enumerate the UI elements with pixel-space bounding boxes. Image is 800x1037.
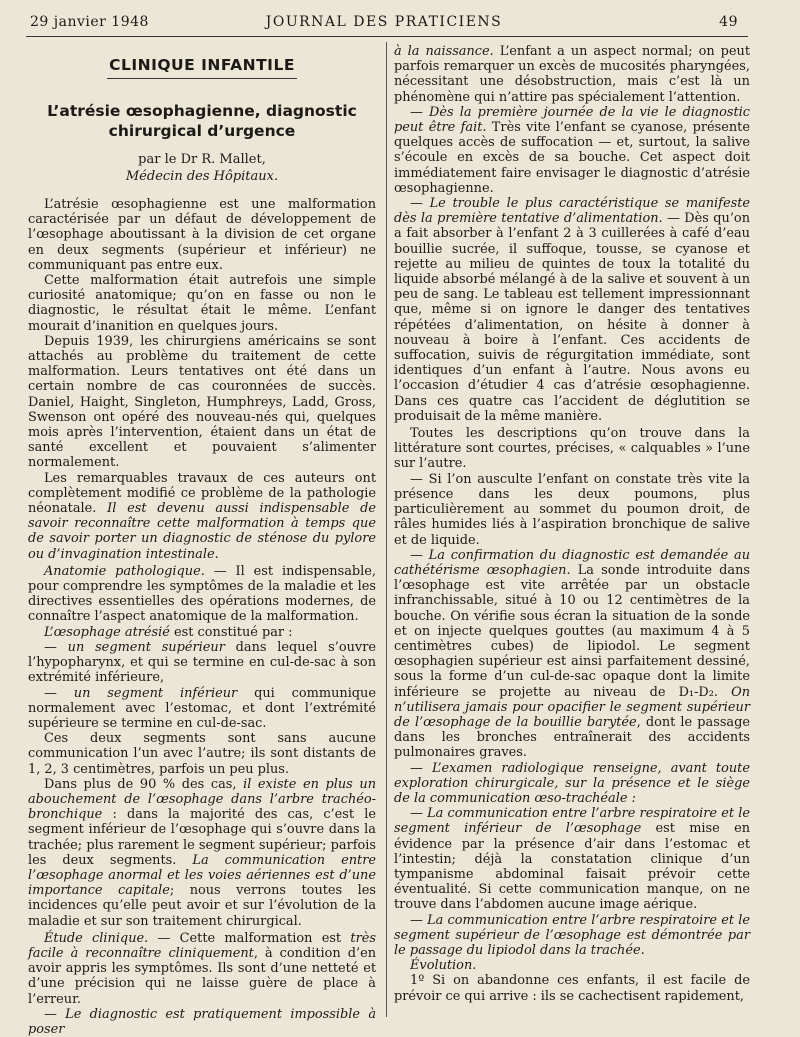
text-run: Les remarquables travaux de ces auteurs ont complètement modifié ce problème de la pathologie néonatale.: [28, 470, 376, 517]
emphasis: — Dès la première journée de la vie le diagnostic peut être fait.: [394, 104, 750, 136]
page-number: 49: [719, 14, 738, 30]
left-column: [28, 44, 376, 1037]
paragraph: [28, 686, 376, 732]
paragraph: [28, 931, 376, 1007]
subheading: Étude clinique.: [44, 930, 149, 946]
paragraph: — L’examen radiologique renseigne, avant toute exploration chirurgicale, sur la présence et le siège de la communication œso-trachéale :: [394, 760, 750, 806]
paragraph: [394, 548, 750, 761]
paragraph: Cette malformation était autrefois une simple curiosité anatomique; qu’on en fasse ou non le diagnostic, le résultat était le même. L’enfant mourait d’inanition en quelques jours.: [28, 273, 376, 334]
emphasis: — Le trouble le plus caractéristique se manifeste dès la première tentative d’alimentation.: [394, 196, 750, 227]
text-run: qui communique normalement avec l’estomac, et dont l’extrémité supérieure se termine en cul-de-sac.: [28, 685, 376, 731]
article-title: L’atrésie œsophagienne, diagnostic chirurgical d’urgence: [47, 102, 357, 140]
text-run: dans lequel s’ouvre l’hypopharynx, et qui se termine en cul-de-sac à son extrémité inférieure,: [28, 639, 376, 686]
paragraph: — Le diagnostic est pratiquement impossible à poser: [28, 1006, 376, 1037]
emphasis: L’œsophage atrésié: [44, 624, 170, 640]
paragraph: [28, 471, 376, 562]
paragraph: 1º Si on abandonne ces enfants, il est facile de prévoir ce qui arrive : ils se cachectisent rapidement,: [394, 973, 750, 1004]
text-run: : dans la majorité des cas, c’est le segment inférieur de l’œsophage qui s’ouvre dans la trachée; plus rarement le segment supérieur; parfois les deux segments.: [28, 807, 376, 868]
emphasis: La communication entre l’œsophage anormal et les voies aériennes est d’une importance capitale: [28, 852, 376, 899]
header-rule: [26, 36, 748, 37]
paragraph: Ces deux segments sont sans aucune communication l’un avec l’autre; ils sont distants de 1, 2, 3 centimètres, parfois un peu plus.: [28, 731, 376, 777]
emphasis: On n’utilisera jamais pour opacifier le segment supérieur de l’œsophage de la bouillie barytée: [394, 684, 750, 730]
emphasis: — un segment supérieur: [44, 639, 225, 655]
text-run: — Dès qu’on a fait absorber à l’enfant 2 à 3 cuillerées à café d’eau bouillie sucrée, il suffoque, tousse, se cyanose et rejette au milieu de quintes de toux la totalité du liquide absorbé mélangé à de la salive et souvent à un peu de sang. Le tableau est tellement impressionnant que, même si on ignore le danger des tentatives répétées d’alimentation, on hésite à donner à nouveau à boire à l’enfant. Ces accidents de suffocation, suivis de régurgitation immédiate, sont identiques d’un enfant à l’autre. Nous avons eu l’occasion d’étudier 4 cas d’atrésie œsophagienne. Dans ces quatre cas l’accident de déglutition se produisait de la même manière.: [394, 211, 750, 424]
right-column: [394, 44, 750, 1019]
emphasis: il existe en plus un abouchement de l’œsophage dans l’arbre trachéo-bronchique: [28, 776, 376, 823]
paragraph: Toutes les descriptions qu’on trouve dans la littérature sont courtes, précises, « calquables » l’une sur l’autre.: [394, 426, 750, 472]
journal-title: JOURNAL DES PRATICIENS: [265, 14, 503, 30]
text-run: — Il est indispensable, pour comprendre les symptômes de la maladie et les directives essentielles des opérations modernes, de connaître l’aspect anatomique de la malformation.: [28, 563, 376, 625]
text-run: , à condition d’en avoir appris les symptômes. Ils sont d’une netteté et d’une précision qui ne laisse guère de place à l’erreur.: [28, 945, 376, 1007]
text-run: est constitué par :: [169, 624, 293, 640]
emphasis: — La communication entre l’arbre respiratoire et le segment inférieur de l’œsophage: [394, 806, 750, 837]
subheading: Évolution.: [410, 958, 477, 974]
section-rule: [107, 78, 297, 79]
subheading: Anatomie pathologique.: [44, 563, 205, 579]
running-header: [30, 12, 738, 34]
paragraph: L’atrésie œsophagienne est une malformation caractérisée par un défaut de développement de l’œsophage aboutissant à la division de cet organe en deux segments (supérieur et inférieur) ne communiquant pas entre eux.: [28, 197, 376, 273]
emphasis: — La confirmation du diagnostic est demandée au cathétérisme œsophagien.: [394, 547, 750, 578]
emphasis: très facile à reconnaître cliniquement: [28, 930, 376, 961]
paragraph: [28, 564, 376, 625]
emphasis: Il est devenu aussi indispensable de savoir reconnaître cette malformation à temps que de savoir porter un diagnostic de sténose du pylore ou d’invagination intestinale.: [28, 501, 376, 562]
paragraph: — Si l’on ausculte l’enfant on constate très vite la présence dans les deux poumons, plus particulièrement au sommet du poumon droit, de râles humides liés à l’aspiration bronchique de salive et de liquide.: [394, 471, 750, 548]
emphasis: à la naissance.: [394, 44, 494, 59]
paragraph: Depuis 1939, les chirurgiens américains se sont attachés au problème du traitement de cette malformation. Leurs tentatives ont été dans un certain nombre de cas couronnées de succès. Daniel, Haight, Singleton, Humphreys, Ladd, Gross, Swenson ont opéré des nouveau-nés qui, quelques mois après l’intervention, étaient dans un état de santé excellent et pouvaient s’alimenter normalement.: [28, 333, 376, 471]
text-run: — Cette malformation est: [148, 930, 351, 946]
text-run: La sonde introduite dans l’œsophage est vite arrêtée par un obstacle infranchissable, situé à 10 ou 12 centimètres de la bouche. On vérifie sous écran la situation de la sonde et on injecte quelques gouttes (au maximum 4 à 5 centimètres cubes) de lipiodol. Le segment œsophagien supérieur est ainsi parfaitement dessiné, sous la forme d’un cul-de-sac opaque dont la limite inférieure se projette au niveau de D₁-D₂.: [394, 562, 750, 700]
paragraph: [28, 625, 376, 640]
text-run: est mise en évidence par la présence d’air dans l’estomac et l’intestin; déjà la constatation clinique d’un tympanisme abdominal faisait prévoir cette éventualité. Si cette communication manque, on ne trouve dans l’abdomen aucune image aérique.: [394, 821, 750, 913]
column-divider: [386, 42, 387, 1017]
text-run: Très vite l’enfant se cyanose, présente quelques accès de suffocation — et, surtout, la salive s’écoule en excès de sa bouche. Cet aspect doit immédiatement faire envisager le diagnostic d’atrésie œsophagienne.: [394, 120, 750, 196]
paragraph: [28, 777, 376, 929]
paragraph: [28, 640, 376, 686]
paragraph: [394, 196, 750, 424]
emphasis: — un segment inférieur: [44, 685, 238, 701]
paragraph: [394, 105, 750, 196]
text-run: Dans plus de 90 % des cas,: [44, 776, 244, 792]
paragraph: [394, 44, 750, 105]
section-heading: CLINIQUE INFANTILE: [109, 56, 295, 74]
text-run: ; nous verrons toutes les incidences qu’elle peut avoir et sur l’évolution de la maladie et sur son traitement chirurgical.: [28, 883, 376, 929]
issue-date: 29 janvier 1948: [30, 14, 149, 30]
article-byline: par le Dr R. Mallet,: [138, 152, 266, 167]
text-run: , dont le passage dans les bronches entraînerait des accidents pulmonaires graves.: [394, 714, 750, 761]
text-run: L’enfant a un aspect normal; on peut parfois remarquer un excès de mucosités pharyngées, nécessitant une désobstruction, mais c’est là un phénomène qui n’attire pas spécialement l’attention.: [394, 44, 750, 105]
author-affiliation: Médecin des Hôpitaux.: [125, 169, 279, 184]
paragraph: [394, 806, 750, 912]
paragraph: — La communication entre l’arbre respiratoire et le segment supérieur de l’œsophage est démontrée par le passage du lipiodol dans la trachée.: [394, 912, 750, 958]
